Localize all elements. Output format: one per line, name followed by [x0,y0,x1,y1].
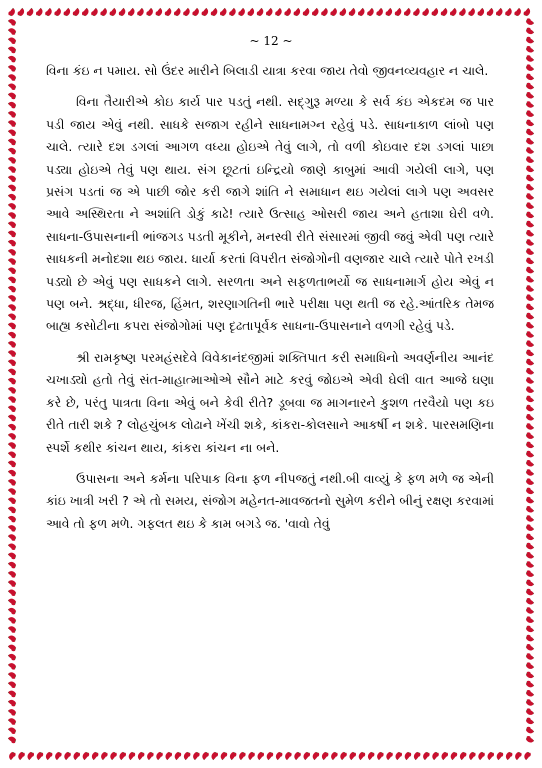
border-leaf-icon [7,487,17,495]
border-leaf-icon [7,552,17,560]
border-leaf-icon [431,751,439,761]
border-leaf-icon [525,386,535,394]
border-leaf-icon [7,708,17,716]
border-leaf-icon [525,119,535,127]
border-leaf-icon [525,404,535,412]
border-leaf-icon [7,349,17,357]
border-leaf-icon [7,303,17,311]
border-leaf-icon [7,736,17,744]
border-leaf-icon [525,570,535,578]
border-leaf-icon [7,386,17,394]
border-leaf-icon [525,726,535,734]
border-leaf-icon [7,607,17,615]
border-leaf-icon [525,735,535,743]
border-leaf-icon [7,55,17,63]
border-leaf-icon [302,7,310,17]
border-leaf-icon [63,751,71,761]
border-leaf-icon [525,285,535,293]
border-leaf-icon [525,478,535,486]
border-leaf-icon [7,101,17,109]
border-leaf-icon [7,726,17,734]
border-leaf-icon [7,285,17,293]
border-leaf-icon [7,211,17,219]
border-leaf-icon [525,82,535,90]
border-leaf-icon [525,579,535,587]
border-leaf-icon [238,751,246,761]
border-leaf-icon [7,220,17,228]
border-leaf-icon [7,331,17,339]
border-leaf-icon [7,174,17,182]
border-leaf-icon [525,616,535,624]
border-leaf-icon [7,653,17,661]
border-leaf-icon [525,248,535,256]
border-leaf-icon [7,138,17,146]
paragraph-1: વિના કંઇ ન પમાય. સો ઉંદર મારીને બિલાડી યાત્રા કરવા જાય તેવો જીવનવ્યવહાર ન ચાલે. [46,63,489,78]
border-leaf-icon [321,7,329,17]
border-leaf-icon [275,751,283,761]
border-leaf-icon [525,432,535,440]
border-leaf-icon [7,248,17,256]
border-leaf-icon [496,751,504,761]
border-leaf-icon [17,7,25,17]
border-leaf-icon [376,7,384,17]
border-leaf-icon [525,174,535,182]
border-leaf-icon [525,73,535,81]
border-leaf-icon [7,147,17,155]
border-leaf-icon [7,73,17,81]
border-leaf-icon [7,414,17,422]
border-leaf-icon [404,751,412,761]
border-leaf-icon [7,110,17,118]
border-leaf-icon [7,165,17,173]
border-leaf-icon [17,751,25,761]
border-leaf-icon [348,7,356,17]
border-leaf-icon [431,7,439,17]
border-leaf-icon [523,751,531,761]
border-leaf-icon [201,7,209,17]
border-leaf-icon [486,7,494,17]
border-leaf-icon [321,751,329,761]
border-leaf-icon [7,358,17,366]
border-leaf-icon [91,751,99,761]
border-leaf-icon [376,751,384,761]
border-leaf-icon [422,7,430,17]
border-leaf-icon [525,202,535,210]
border-leaf-icon [525,257,535,265]
border-leaf-icon [525,303,535,311]
border-leaf-icon [468,7,476,17]
border-leaf-icon [36,751,44,761]
border-leaf-icon [495,7,503,17]
border-leaf-icon [109,751,117,761]
border-leaf-icon [525,524,535,532]
border-leaf-icon [8,7,16,17]
border-leaf-icon [183,751,191,761]
border-leaf-icon [7,561,17,569]
border-leaf-icon [468,751,476,761]
border-leaf-icon [525,64,535,72]
border-leaf-icon [7,616,17,624]
border-leaf-icon [137,7,145,17]
border-leaf-icon [525,561,535,569]
border-leaf-icon [525,340,535,348]
border-leaf-icon [293,7,301,17]
border-leaf-icon [394,7,402,17]
border-leaf-icon [525,165,535,173]
border-leaf-icon [525,147,535,155]
border-leaf-icon [7,322,17,330]
border-leaf-icon [7,542,17,550]
border-leaf-icon [229,7,237,17]
border-leaf-icon [7,506,17,514]
border-leaf-icon [330,751,338,761]
border-leaf-icon [7,395,17,403]
border-leaf-icon [54,7,62,17]
border-leaf-icon [450,751,458,761]
border-leaf-icon [256,751,264,761]
border-leaf-icon [7,588,17,596]
border-leaf-icon [7,634,17,642]
border-leaf-icon [525,101,535,109]
border-leaf-icon [7,184,17,192]
border-leaf-icon [7,340,17,348]
border-leaf-icon [247,751,255,761]
border-leaf-icon [525,266,535,274]
border-leaf-icon [7,423,17,431]
border-leaf-icon [525,239,535,247]
border-leaf-icon [7,312,17,320]
border-leaf-icon [440,7,448,17]
border-leaf-icon [7,257,17,265]
border-leaf-icon [7,128,17,136]
border-leaf-icon [525,128,535,136]
border-leaf-icon [525,597,535,605]
border-leaf-icon [275,7,283,17]
border-leaf-icon [339,751,347,761]
border-leaf-icon [7,690,17,698]
border-leaf-icon [7,276,17,284]
border-leaf-icon [525,275,535,283]
border-leaf-icon [100,7,108,17]
border-leaf-icon [164,7,172,17]
border-leaf-icon [525,607,535,615]
border-leaf-icon [265,7,273,17]
border-leaf-icon [525,459,535,467]
border-leaf-icon [164,751,172,761]
border-leaf-icon [477,751,485,761]
border-leaf-icon [100,751,108,761]
border-leaf-icon [525,450,535,458]
page-number: ~ 12 ~ [249,34,293,48]
border-leaf-icon [7,579,17,587]
border-leaf-icon [525,699,535,707]
border-leaf-icon [525,515,535,523]
border-leaf-icon [477,7,485,17]
border-leaf-icon [525,653,535,661]
border-leaf-icon [525,312,535,320]
border-leaf-icon [525,680,535,688]
border-leaf-icon [514,7,522,17]
border-leaf-icon [449,7,457,17]
border-leaf-icon [7,450,17,458]
border-leaf-icon [7,193,17,201]
border-leaf-icon [256,7,264,17]
border-leaf-icon [367,7,375,17]
border-leaf-icon [127,7,135,17]
border-leaf-icon [8,751,16,761]
border-leaf-icon [525,110,535,118]
border-leaf-icon [403,7,411,17]
border-leaf-icon [284,751,292,761]
border-leaf-icon [312,751,320,761]
border-leaf-icon [525,349,535,357]
border-leaf-icon [525,91,535,99]
border-leaf-icon [7,598,17,606]
border-leaf-icon [7,478,17,486]
border-leaf-icon [459,7,467,17]
border-leaf-icon [91,7,99,17]
border-leaf-icon [7,717,17,725]
border-leaf-icon [192,7,200,17]
border-leaf-icon [7,533,17,541]
border-leaf-icon [525,689,535,697]
border-leaf-icon [7,64,17,72]
border-leaf-icon [525,708,535,716]
border-leaf-icon [192,751,200,761]
border-leaf-icon [505,751,513,761]
border-leaf-icon [210,7,218,17]
border-leaf-icon [525,542,535,550]
border-leaf-icon [525,18,535,26]
border-leaf-icon [525,413,535,421]
border-leaf-icon [525,211,535,219]
border-leaf-icon [525,423,535,431]
border-leaf-icon [525,671,535,679]
border-leaf-icon [385,7,393,17]
border-leaf-icon [26,7,34,17]
border-leaf-icon [367,751,375,761]
border-leaf-icon [7,230,17,238]
border-leaf-icon [525,55,535,63]
border-leaf-icon [525,496,535,504]
border-leaf-icon [525,321,535,329]
border-leaf-icon [7,644,17,652]
border-leaf-icon [7,625,17,633]
border-leaf-icon [128,751,136,761]
border-leaf-icon [7,266,17,274]
border-leaf-icon [7,441,17,449]
border-leaf-icon [7,202,17,210]
border-leaf-icon [155,751,163,761]
border-leaf-icon [7,699,17,707]
border-leaf-icon [525,220,535,228]
paragraph-3: શ્રી રામકૃષ્ણ પરમહંસદેવે વિવેકાનંદજીમાં શક્તિપાત કરી સમાધિનો અવર્ણનીય આનંદ ચખાડ્યો હતો તેવું સંત-માહાત્માઓએ સૌને માટે કરવું જોઇએ એવી ઘેલી વાત આજે ઘણા કરે છે, પરંતુ પાત્રતા વિના એવું બને કેવી રીતે? ડૂબવા જ માગનારને કુશળ તરવૈયો પણ કઇ રીતે તારી શકે ? લોહચુંબક લોઢાને ખેંચી શકે, કાંકરા-કોલસાને આકર્ષી ન શકે. પારસમણિના સ્પર્શે કથીર કાંચન થાય, કાંકરા કાંચન ના બને. [46,349,494,455]
border-leaf-icon [72,751,80,761]
border-leaf-icon [525,634,535,642]
border-leaf-icon [459,751,467,761]
border-leaf-icon [394,751,402,761]
border-leaf-icon [45,7,53,17]
border-leaf-icon [525,193,535,201]
border-leaf-icon [7,92,17,100]
border-leaf-icon [266,751,274,761]
border-leaf-icon [413,751,421,761]
border-leaf-icon [63,7,71,17]
border-leaf-icon [525,662,535,670]
border-leaf-icon [525,367,535,375]
border-leaf-icon [525,643,535,651]
border-leaf-icon [525,588,535,596]
border-leaf-icon [7,377,17,385]
border-leaf-icon [525,441,535,449]
border-leaf-icon [210,751,218,761]
border-leaf-icon [7,404,17,412]
border-leaf-icon [82,751,90,761]
border-leaf-icon [7,496,17,504]
border-leaf-icon [302,751,310,761]
border-leaf-icon [7,368,17,376]
border-leaf-icon [525,717,535,725]
border-leaf-icon [422,751,430,761]
border-leaf-icon [7,432,17,440]
border-leaf-icon [7,680,17,688]
border-leaf-icon [525,487,535,495]
border-leaf-icon [525,183,535,191]
border-leaf-icon [486,751,494,761]
border-leaf-icon [311,7,319,17]
border-leaf-icon [525,358,535,366]
border-leaf-icon [385,751,393,761]
border-leaf-icon [26,751,34,761]
border-leaf-icon [284,7,292,17]
border-leaf-icon [357,7,365,17]
border-leaf-icon [514,751,522,761]
border-leaf-icon [72,7,80,17]
border-leaf-icon [348,751,356,761]
border-leaf-icon [81,7,89,17]
border-leaf-icon [137,751,145,761]
border-leaf-icon [525,505,535,513]
border-leaf-icon [525,625,535,633]
border-leaf-icon [173,7,181,17]
border-leaf-icon [35,7,43,17]
border-leaf-icon [7,662,17,670]
border-leaf-icon [413,7,421,17]
border-leaf-icon [358,751,366,761]
border-leaf-icon [201,751,209,761]
body-text [46,60,494,544]
border-leaf-icon [7,156,17,164]
border-leaf-icon [155,7,163,17]
border-leaf-icon [183,7,191,17]
border-leaf-icon [525,137,535,145]
border-leaf-icon [525,551,535,559]
border-leaf-icon [7,239,17,247]
border-leaf-icon [330,7,338,17]
border-leaf-icon [7,570,17,578]
border-leaf-icon [118,7,126,17]
border-leaf-icon [7,119,17,127]
border-leaf-icon [525,156,535,164]
border-leaf-icon [505,7,513,17]
border-leaf-icon [7,469,17,477]
border-leaf-icon [7,515,17,523]
border-leaf-icon [525,229,535,237]
border-leaf-icon [7,294,17,302]
border-leaf-icon [525,331,535,339]
paragraph-2: વિના તૈયારીએ કોઇ કાર્ય પાર પડતું નથી. સદ્‌ગુરૂ મળ્યા કે સર્વ કંઇ એકદમ જ પાર પડી જાય એવું નથી. સાધકે સજાગ રહીને સાધનામગ્ન રહેવું પડે. સાધનાકાળ લાંબો પણ ચાલે. ત્યારે દશ ડગલાં આગળ વધ્યા હોઇએ તેવું લાગે, તો વળી કોઇવાર દશ ડગલાં પાછા પડ્યા હોઇએ તેવું પણ થાય. સંગ છૂટતાં ઇન્દ્રિયો જાણે કાબુમાં આવી ગયેલી લાગે, પણ પ્રસંગ પડતાં જ એ પાછી જોર કરી જાગે શાંતિ ને સમાધાન થઇ ગયેલાં લાગે પણ અવસર આવે અસ્થિરતા ને અશાંતિ ડોકું કાઢે! ત્યારે ઉત્સાહ ઓસરી જાય અને હતાશા ઘેરી વળે. સાધના-ઉપાસનાની ભાંજગડ પડતી મૂકીને, મનસ્વી રીતે સંસારમાં જીવી જવું એવી પણ ત્યારે સાધકની મનોદશા થઇ જાય. ધાર્યા કરતાં વિપરીત સંજોગોની વણજાર ચાલે ત્યારે પોતે રખડી પડ્યો છે એવું પણ સાધકને લાગે. સરળતા અને સફળતાભર્યો જ સાધનામાર્ગ હોય એવું ન પણ બને. શ્રદ્ધા, ધીરજ, હિંમત, શરણાગતિની ભારે પરીક્ષા પણ થતી જ રહે.આંતરિક તેમજ બાહ્ય કસોટીના કપરા સંજોગોમાં પણ દૃઢતાપૂર્વક સાધના-ઉપાસનાને વળગી રહેવું પડે. [46,94,494,334]
border-leaf-icon [525,294,535,302]
border-leaf-icon [293,751,301,761]
border-leaf-icon [219,7,227,17]
border-leaf-icon [7,82,17,90]
border-leaf-icon [238,7,246,17]
border-leaf-icon [220,751,228,761]
border-leaf-icon [7,18,17,26]
border-leaf-icon [146,751,154,761]
border-leaf-icon [174,751,182,761]
paragraph-4: ઉપાસના અને કર્મના પરિપાક વિના ફળ નીપજતું નથી.બી વાવ્યું કે ફળ મળે જ એની કાંઇ ખાત્રી ખરી ? એ તો સમય, સંજોગ મહેનત-માવજતનો સુમેળ કરીને બીનું રક્ષણ કરવામાં આવે તો ફળ મળે. ગફલત થઇ કે કામ બગડે જ. 'વાવો તેવું [46,470,494,531]
border-leaf-icon [525,533,535,541]
border-leaf-icon [7,524,17,532]
border-leaf-icon [109,7,117,17]
border-leaf-icon [523,7,531,17]
border-leaf-icon [525,395,535,403]
border-leaf-icon [525,377,535,385]
border-leaf-icon [440,751,448,761]
border-leaf-icon [45,751,53,761]
border-leaf-icon [7,671,17,679]
border-leaf-icon [118,751,126,761]
border-leaf-icon [54,751,62,761]
border-leaf-icon [339,7,347,17]
border-leaf-icon [146,7,154,17]
border-leaf-icon [247,7,255,17]
border-leaf-icon [7,460,17,468]
border-leaf-icon [525,469,535,477]
border-leaf-icon [229,751,237,761]
